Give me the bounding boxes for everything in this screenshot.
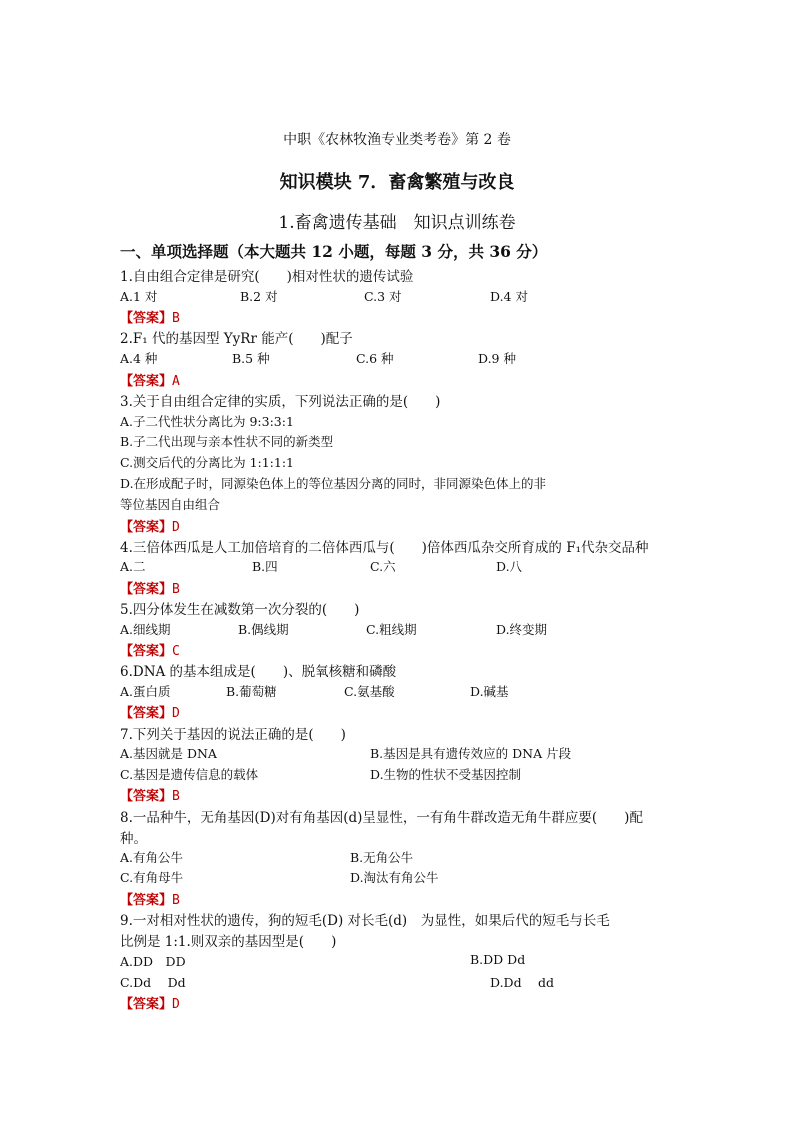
question-stem: 8.一品种牛，无角基因(D)对有角基因(d)呈显性，一有角牛群改造无角牛群应要( )配 — [120, 810, 643, 826]
answer-value: D — [172, 997, 180, 1012]
option: B.偶线期 — [238, 622, 289, 637]
option: C.有角母牛 — [120, 870, 184, 885]
answer-line: 【答案】A — [120, 374, 180, 389]
question-stem-continued: 比例是 1:1.则双亲的基因型是( ) — [120, 934, 337, 950]
option: C.六 — [370, 559, 396, 574]
section-heading: 一、单项选择题（本大题共 12 小题，每题 3 分，共 36 分） — [120, 242, 548, 261]
answer-value: B — [172, 893, 180, 908]
option: C.粗线期 — [366, 622, 417, 637]
answer-value: D — [172, 706, 180, 721]
answer-line: 【答案】B — [120, 789, 180, 804]
answer-line: 【答案】B — [120, 582, 180, 597]
answer-value: B — [172, 789, 180, 804]
question-stem: 2.F₁ 代的基因型 YyRr 能产( )配子 — [120, 331, 353, 347]
option: D.生物的性状不受基因控制 — [370, 767, 522, 782]
answer-line: 【答案】C — [120, 644, 180, 659]
option: A.二 — [120, 559, 146, 574]
question-stem: 9.一对相对性状的遗传，狗的短毛(D) 对长毛(d) 为显性，如果后代的短毛与长毛 — [120, 913, 610, 929]
answer-value: B — [172, 311, 180, 326]
option: B.四 — [252, 559, 278, 574]
option: A.4 种 — [120, 351, 158, 366]
option: D.终变期 — [496, 622, 548, 637]
option: A.蛋白质 — [120, 684, 171, 699]
option: B.2 对 — [240, 289, 278, 304]
option: B.无角公牛 — [350, 850, 414, 865]
answer-value: C — [172, 644, 180, 659]
option: B.5 种 — [232, 351, 270, 366]
question-stem: 3.关于自由组合定律的实质，下列说法正确的是( ) — [120, 394, 441, 410]
option: D.Dd dd — [490, 975, 555, 990]
option: C.氨基酸 — [344, 684, 395, 699]
option: A.有角公牛 — [120, 850, 184, 865]
option: A.子二代性状分离比为 9:3:3:1 — [120, 414, 294, 429]
option: D.9 种 — [478, 351, 516, 366]
question-stem: 6.DNA 的基本组成是( )、脱氧核糖和磷酸 — [120, 664, 397, 680]
option: A.DD DD — [120, 954, 186, 969]
option: C.基因是遗传信息的载体 — [120, 767, 259, 782]
option: B.子二代出现与亲本性状不同的新类型 — [120, 434, 334, 449]
option: D.4 对 — [490, 289, 528, 304]
answer-value: A — [172, 374, 180, 389]
option: D.八 — [496, 559, 523, 574]
option: B.葡萄糖 — [226, 684, 277, 699]
option: C.6 种 — [356, 351, 394, 366]
answer-line: 【答案】B — [120, 893, 180, 908]
answer-line: 【答案】D — [120, 520, 180, 535]
answer-line: 【答案】B — [120, 311, 180, 326]
answer-line: 【答案】D — [120, 706, 180, 721]
option-continued: 等位基因自由组合 — [120, 497, 221, 512]
option: B.DD Dd — [470, 952, 526, 967]
module-title: 知识模块 7．畜禽繁殖与改良 — [279, 172, 515, 193]
option: A.细线期 — [120, 622, 171, 637]
option: C.测交后代的分离比为 1:1:1:1 — [120, 455, 295, 470]
question-stem: 7.下列关于基因的说法正确的是( ) — [120, 727, 346, 743]
option: D.在形成配子时，同源染色体上的等位基因分离的同时，非同源染色体上的非 — [120, 476, 547, 491]
option: D.碱基 — [470, 684, 509, 699]
option: A.1 对 — [120, 289, 158, 304]
exam-title: 中职《农林牧渔专业类考卷》第 2 卷 — [283, 132, 511, 148]
section-subtitle: 1.畜禽遗传基础 知识点训练卷 — [278, 213, 516, 233]
question-stem: 4.三倍体西瓜是人工加倍培育的二倍体西瓜与( )倍体西瓜杂交所育成的 F₁代杂交品种 — [120, 540, 649, 556]
answer-value: D — [172, 520, 180, 535]
answer-line: 【答案】D — [120, 997, 180, 1012]
option: C.3 对 — [364, 289, 402, 304]
question-stem: 5.四分体发生在减数第一次分裂的( ) — [120, 602, 360, 618]
answer-value: B — [172, 582, 180, 597]
question-stem-continued: 种。 — [120, 831, 147, 847]
option: C.Dd Dd — [120, 975, 186, 990]
question-stem: 1.自由组合定律是研究( )相对性状的遗传试验 — [120, 269, 414, 285]
option: A.基因就是 DNA — [120, 746, 217, 761]
option: B.基因是具有遗传效应的 DNA 片段 — [370, 746, 572, 761]
option: D.淘汰有角公牛 — [350, 870, 439, 885]
